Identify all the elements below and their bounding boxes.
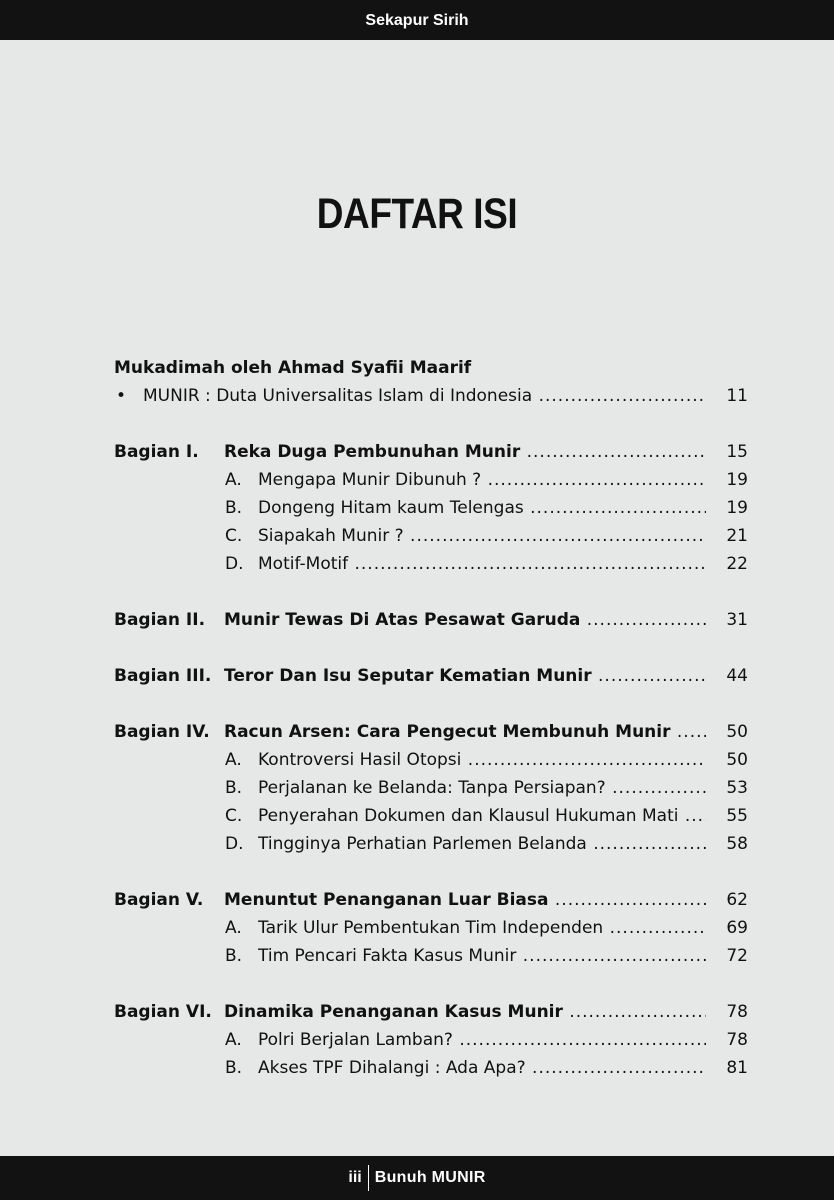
toc-subentry-row: [114, 466, 748, 494]
subentry-letter: B.: [225, 1058, 243, 1078]
page-number: 72: [726, 946, 748, 966]
page-number: 19: [726, 470, 748, 490]
subentry-title: Tim Pencari Fakta Kasus Munir .....: [258, 942, 706, 970]
page-number: 55: [726, 806, 748, 826]
section-gap: [114, 578, 748, 606]
page-number: 62: [726, 890, 748, 910]
toc-entry-title: MUNIR : Duta Universalitas Islam di Indonesia .....: [143, 382, 706, 410]
page-number: 22: [726, 554, 748, 574]
part-label: Bagian IV.: [114, 722, 210, 742]
toc-subentry-row: [114, 802, 748, 830]
subentry-title: Tingginya Perhatian Parlemen Belanda .....: [258, 830, 706, 858]
page-number: 50: [726, 750, 748, 770]
part-title: Menuntut Penanganan Luar Biasa .....: [224, 886, 706, 914]
subentry-letter: D.: [225, 554, 244, 574]
toc-entry-prelude: [114, 382, 748, 410]
toc-part-row: [114, 438, 748, 466]
section-gap: [114, 634, 748, 662]
section-gap: [114, 970, 748, 998]
toc-subentry-row: [114, 942, 748, 970]
bullet-icon: •: [116, 386, 127, 406]
page-number: 15: [726, 442, 748, 462]
subentry-letter: A.: [225, 750, 242, 770]
part-title: Racun Arsen: Cara Pengecut Membunuh Munir .....: [224, 718, 706, 746]
running-footer: [0, 1156, 834, 1200]
page-number: 44: [726, 666, 748, 686]
page-number: 81: [726, 1058, 748, 1078]
table-of-contents: [114, 354, 748, 1082]
subentry-title: Akses TPF Dihalangi : Ada Apa? .....: [258, 1054, 706, 1082]
toc-subentry-row: [114, 914, 748, 942]
subentry-title: Kontroversi Hasil Otopsi .....: [258, 746, 706, 774]
subentry-title: Polri Berjalan Lamban? .....: [258, 1026, 706, 1054]
subentry-title: Dongeng Hitam kaum Telengas .....: [258, 494, 706, 522]
part-label: Bagian III.: [114, 666, 212, 686]
part-label: Bagian V.: [114, 890, 204, 910]
toc-subentry-row: [114, 774, 748, 802]
part-title: Munir Tewas Di Atas Pesawat Garuda .....: [224, 606, 706, 634]
toc-part-row: [114, 886, 748, 914]
page-number: 58: [726, 834, 748, 854]
toc-subentry-row: [114, 830, 748, 858]
toc-part-row: [114, 606, 748, 634]
page-number: 19: [726, 498, 748, 518]
toc-part-row: [114, 718, 748, 746]
toc-part-row: [114, 998, 748, 1026]
page-folio: iii: [348, 1169, 362, 1186]
subentry-title: Perjalanan ke Belanda: Tanpa Persiapan? .....: [258, 774, 706, 802]
subentry-letter: B.: [225, 498, 243, 518]
subentry-title: Penyerahan Dokumen dan Klausul Hukuman Mati .....: [258, 802, 706, 830]
toc-subentry-row: [114, 550, 748, 578]
page-number: 78: [726, 1030, 748, 1050]
part-label: Bagian VI.: [114, 1002, 212, 1022]
subentry-letter: C.: [225, 806, 243, 826]
prelude-heading: Mukadimah oleh Ahmad Syafii Maarif: [114, 358, 472, 378]
running-header: [0, 0, 834, 40]
subentry-title: Motif-Motif .....: [258, 550, 706, 578]
toc-part-row: [114, 662, 748, 690]
page-number: 21: [726, 526, 748, 546]
book-title: Bunuh MUNIR: [374, 1169, 486, 1186]
subentry-letter: A.: [225, 470, 242, 490]
section-gap: [114, 410, 748, 438]
subentry-letter: C.: [225, 526, 243, 546]
page-number: 11: [726, 386, 748, 406]
subentry-letter: B.: [225, 778, 243, 798]
page-number: 69: [726, 918, 748, 938]
part-label: Bagian II.: [114, 610, 206, 630]
section-gap: [114, 690, 748, 718]
section-gap: [114, 858, 748, 886]
toc-subentry-row: [114, 746, 748, 774]
page-number: 31: [726, 610, 748, 630]
page-number: 53: [726, 778, 748, 798]
page-number: 78: [726, 1002, 748, 1022]
section-title: Sekapur Sirih: [365, 12, 469, 29]
page-title: DAFTAR ISI: [316, 190, 518, 238]
subentry-title: Siapakah Munir ? .....: [258, 522, 706, 550]
part-title: Teror Dan Isu Seputar Kematian Munir .....: [224, 662, 706, 690]
footer-divider: [368, 1165, 369, 1191]
part-label: Bagian I.: [114, 442, 199, 462]
subentry-letter: A.: [225, 918, 242, 938]
subentry-letter: D.: [225, 834, 244, 854]
part-title: Reka Duga Pembunuhan Munir .....: [224, 438, 706, 466]
subentry-letter: A.: [225, 1030, 242, 1050]
toc-subentry-row: [114, 494, 748, 522]
toc-subentry-row: [114, 1026, 748, 1054]
subentry-letter: B.: [225, 946, 243, 966]
page-number: 50: [726, 722, 748, 742]
toc-subentry-row: [114, 1054, 748, 1082]
toc-subentry-row: [114, 522, 748, 550]
subentry-title: Mengapa Munir Dibunuh ? .....: [258, 466, 706, 494]
part-title: Dinamika Penanganan Kasus Munir .....: [224, 998, 706, 1026]
subentry-title: Tarik Ulur Pembentukan Tim Independen .....: [258, 914, 706, 942]
